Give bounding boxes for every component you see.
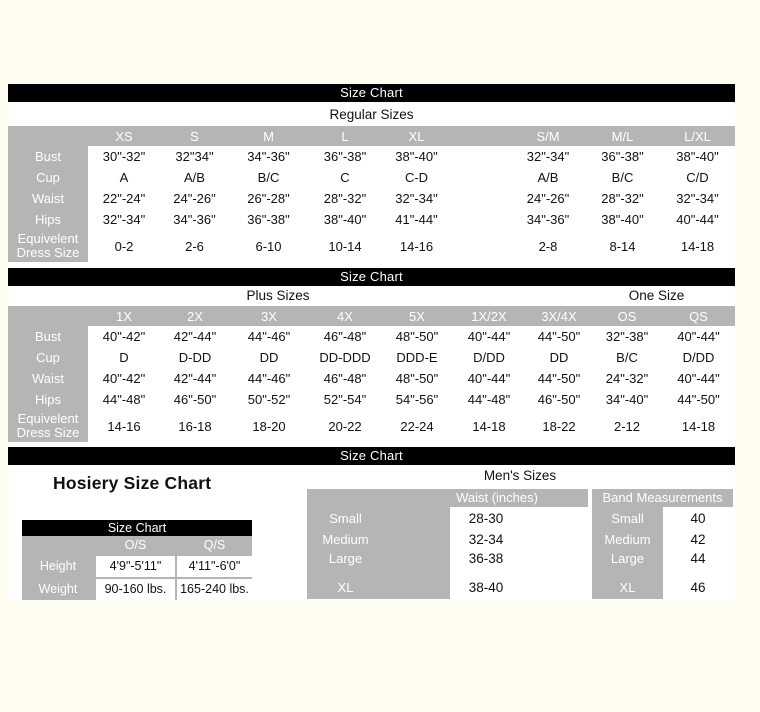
size-value-cell: 32"-38" xyxy=(605,329,649,344)
spacer-cell xyxy=(451,167,511,188)
measurement-row xyxy=(8,146,735,167)
size-value-cell: 14-16 xyxy=(107,418,141,434)
column-header-l: L xyxy=(308,126,382,146)
size-value-cell: 26"-28" xyxy=(247,191,290,206)
mens-size-label: Small xyxy=(307,507,450,530)
size-value-cell: 32"-34" xyxy=(395,191,438,206)
mens-sizes-title: Men's Sizes xyxy=(483,468,557,483)
size-value-cell: 34"-36" xyxy=(526,212,570,227)
size-value-cell: DDD-E xyxy=(396,350,438,365)
column-header-l-xl: L/XL xyxy=(660,126,735,146)
hosiery-column-qs: Q/S xyxy=(177,536,252,554)
size-value-cell: 34"-36" xyxy=(247,149,290,164)
mens-size-label: XL xyxy=(307,568,450,599)
size-value-cell: 14-18 xyxy=(681,418,716,434)
column-header-xs: XS xyxy=(88,126,160,146)
hosiery-size-chart-title: Hosiery Size Chart xyxy=(53,473,212,493)
size-value-cell: D/DD xyxy=(473,350,505,365)
size-value-cell: 38"-40" xyxy=(601,212,644,227)
hosiery-row-label-weight: Weight xyxy=(22,579,94,600)
size-value-cell: 40"-44" xyxy=(677,329,720,344)
column-header-xl: XL xyxy=(382,126,451,146)
size-value-cell: 38"-40" xyxy=(676,149,719,164)
size-value-cell: 36"-38" xyxy=(601,149,644,164)
size-value-cell: A/B xyxy=(184,170,205,185)
size-value-cell: 40"-42" xyxy=(102,329,146,344)
size-value-cell: 44"-50" xyxy=(537,329,581,344)
size-value-cell: 38"-40" xyxy=(395,149,438,164)
regular-sizes-table xyxy=(8,126,735,262)
bottom-section xyxy=(8,465,735,601)
mens-waist-grid xyxy=(307,507,588,599)
measurement-row xyxy=(8,230,735,262)
size-value-cell: 32"34" xyxy=(175,149,214,164)
size-value-cell: 20-22 xyxy=(328,418,362,434)
row-label: Cup xyxy=(8,167,88,188)
size-value-cell: 46"-48" xyxy=(323,371,367,386)
column-header-m-l: M/L xyxy=(585,126,660,146)
hosiery-corner-cell xyxy=(22,536,94,554)
row-label: Bust xyxy=(8,326,88,347)
hosiery-weight-qs: 165-240 lbs. xyxy=(177,579,252,600)
size-value-cell: 48"-50" xyxy=(395,371,439,386)
mens-band-value: 42 xyxy=(663,530,733,549)
size-value-cell: 50"-52" xyxy=(247,392,291,407)
size-value-cell: 14-16 xyxy=(399,238,434,254)
row-label: Waist xyxy=(8,368,88,389)
size-value-cell: 42"-44" xyxy=(173,371,217,386)
row-label: Equivelent Dress Size xyxy=(8,410,88,442)
content-area xyxy=(8,84,735,601)
size-value-cell: 18-22 xyxy=(542,418,576,434)
size-value-cell: 41"-44" xyxy=(395,212,438,227)
size-value-cell: 44"-46" xyxy=(247,371,291,386)
measurement-row xyxy=(8,167,735,188)
size-value-cell: 14-18 xyxy=(472,418,506,434)
mens-band-value: 40 xyxy=(663,507,733,530)
size-value-cell: 44"-48" xyxy=(102,392,146,407)
size-value-cell: 36"-38" xyxy=(247,212,290,227)
size-value-cell: 36"-38" xyxy=(323,149,367,164)
size-value-cell: 40"-44" xyxy=(467,371,511,386)
regular-sizes-heading: Regular Sizes xyxy=(8,102,735,126)
size-value-cell: 24"-26" xyxy=(526,191,570,206)
one-size-heading: One Size xyxy=(628,288,685,303)
size-value-cell: C xyxy=(340,170,350,185)
mens-waist-value: 32-34 xyxy=(450,530,588,549)
row-label: Hips xyxy=(8,209,88,230)
size-value-cell: 2-8 xyxy=(538,238,558,254)
mens-size-label: Small xyxy=(592,507,663,530)
size-value-cell: 40"-44" xyxy=(467,329,511,344)
mens-waist-value: 28-30 xyxy=(450,507,588,530)
column-header-2x: 2X xyxy=(160,306,230,326)
mens-band-value: 46 xyxy=(663,568,733,599)
size-value-cell: 6-10 xyxy=(255,238,282,254)
measurement-row xyxy=(8,326,735,347)
size-value-cell: 52"-54" xyxy=(323,392,367,407)
size-value-cell: 46"-48" xyxy=(323,329,367,344)
size-value-cell: 40"-44" xyxy=(676,212,719,227)
size-value-cell: DD xyxy=(549,350,569,365)
hosiery-weight-os: 90-160 lbs. xyxy=(96,579,175,600)
column-header-3x: 3X xyxy=(230,306,308,326)
hosiery-height-os: 4'9"-5'11" xyxy=(96,556,175,577)
mens-waist-value: 36-38 xyxy=(450,549,588,568)
column-header-s: S xyxy=(160,126,229,146)
size-value-cell: 2-12 xyxy=(613,418,641,434)
size-value-cell: 8-14 xyxy=(609,238,636,254)
band-measurements-header: Band Measurements xyxy=(592,489,733,507)
mens-size-label: XL xyxy=(592,568,663,599)
size-value-cell: 44"-50" xyxy=(677,392,720,407)
hosiery-height-qs: 4'11"-6'0" xyxy=(177,556,252,577)
size-value-cell: A xyxy=(119,170,129,185)
hosiery-table xyxy=(22,520,252,600)
column-header-qs: QS xyxy=(662,306,735,326)
size-value-cell: 38"-40" xyxy=(323,212,367,227)
mens-waist-value: 38-40 xyxy=(450,568,588,599)
size-value-cell: 2-6 xyxy=(185,238,204,254)
section-bar-plus: Size Chart xyxy=(8,268,735,286)
size-value-cell: A/B xyxy=(537,170,559,185)
size-value-cell: C/D xyxy=(686,170,709,185)
mens-band-table xyxy=(592,489,733,599)
row-label: Bust xyxy=(8,146,88,167)
size-value-cell: D-DD xyxy=(178,350,212,365)
size-value-cell: 10-14 xyxy=(328,238,362,254)
measurement-row xyxy=(8,347,735,368)
size-value-cell: D/DD xyxy=(682,350,715,365)
mens-band-value: 44 xyxy=(663,549,733,568)
size-value-cell: B/C xyxy=(616,350,638,365)
size-value-cell: 22"-24" xyxy=(102,191,146,206)
size-value-cell: 32"-34" xyxy=(526,149,570,164)
row-label: Cup xyxy=(8,347,88,368)
hosiery-table-header-bar: Size Chart xyxy=(22,520,252,536)
size-value-cell: D xyxy=(119,350,129,365)
measurement-row xyxy=(8,368,735,389)
mens-size-label: Large xyxy=(307,549,450,568)
column-header-3x-4x: 3X/4X xyxy=(526,306,592,326)
waist-inches-header: Waist (inches) xyxy=(307,489,588,507)
size-value-cell: 14-18 xyxy=(680,238,715,254)
size-value-cell: 28"-32" xyxy=(323,191,367,206)
spacer-cell xyxy=(451,188,511,209)
size-value-cell: 30"-32" xyxy=(102,149,146,164)
size-value-cell: 32"-34" xyxy=(102,212,146,227)
column-header-m: M xyxy=(229,126,308,146)
size-value-cell: 24"-32" xyxy=(605,371,649,386)
column-header-row xyxy=(8,306,735,326)
size-value-cell: 44"-50" xyxy=(537,371,581,386)
header-spacer-cell xyxy=(451,126,511,146)
size-value-cell: 28"-32" xyxy=(601,191,644,206)
size-value-cell: DD xyxy=(259,350,279,365)
size-value-cell: 48"-50" xyxy=(395,329,439,344)
size-value-cell: 46"-50" xyxy=(537,392,581,407)
spacer-cell xyxy=(451,209,511,230)
size-value-cell: 34"-40" xyxy=(605,392,649,407)
column-header-4x: 4X xyxy=(308,306,382,326)
size-value-cell: B/C xyxy=(611,170,634,185)
hosiery-column-os: O/S xyxy=(96,536,175,554)
mens-band-grid xyxy=(592,507,733,599)
size-value-cell: 46"-50" xyxy=(173,392,217,407)
size-value-cell: 32"-34" xyxy=(676,191,719,206)
size-value-cell: B/C xyxy=(257,170,280,185)
size-value-cell: 0-2 xyxy=(114,238,134,254)
mens-size-label: Medium xyxy=(307,530,450,549)
hosiery-row-label-height: Height xyxy=(22,556,94,577)
size-value-cell: 34"-36" xyxy=(173,212,216,227)
column-header-5x: 5X xyxy=(382,306,452,326)
column-header-1x-2x: 1X/2X xyxy=(452,306,526,326)
column-header-row xyxy=(8,126,735,146)
measurement-row xyxy=(8,188,735,209)
size-value-cell: 40"-44" xyxy=(677,371,720,386)
size-value-cell: DD-DDD xyxy=(319,350,371,365)
column-header-1x: 1X xyxy=(88,306,160,326)
header-corner-cell xyxy=(8,126,88,146)
mens-size-label: Large xyxy=(592,549,663,568)
spacer-cell xyxy=(451,230,511,262)
mens-waist-table xyxy=(307,489,588,599)
size-value-cell: C-D xyxy=(404,170,429,185)
measurement-row xyxy=(8,209,735,230)
hosiery-grid xyxy=(22,536,252,600)
size-value-cell: 54"-56" xyxy=(395,392,439,407)
measurement-row xyxy=(8,389,735,410)
size-value-cell: 40"-42" xyxy=(102,371,146,386)
size-value-cell: 18-20 xyxy=(252,418,286,434)
section-bar-regular: Size Chart xyxy=(8,84,735,102)
row-label: Waist xyxy=(8,188,88,209)
spacer-cell xyxy=(451,146,511,167)
plus-sizes-heading-row xyxy=(8,286,735,306)
header-corner-cell xyxy=(8,306,88,326)
size-value-cell: 42"-44" xyxy=(173,329,217,344)
row-label: Hips xyxy=(8,389,88,410)
plus-sizes-heading: Plus Sizes xyxy=(246,288,310,303)
column-header-s-m: S/M xyxy=(511,126,585,146)
row-label: Equivelent Dress Size xyxy=(8,230,88,262)
column-header-os: OS xyxy=(592,306,662,326)
size-value-cell: 22-24 xyxy=(400,418,434,434)
size-value-cell: 24"-26" xyxy=(173,191,216,206)
section-bar-bottom: Size Chart xyxy=(8,447,735,465)
size-value-cell: 16-18 xyxy=(178,418,212,434)
measurement-row xyxy=(8,410,735,442)
plus-sizes-table xyxy=(8,306,735,442)
mens-size-label: Medium xyxy=(592,530,663,549)
size-value-cell: 44"-46" xyxy=(247,329,291,344)
size-value-cell: 44"-48" xyxy=(467,392,511,407)
